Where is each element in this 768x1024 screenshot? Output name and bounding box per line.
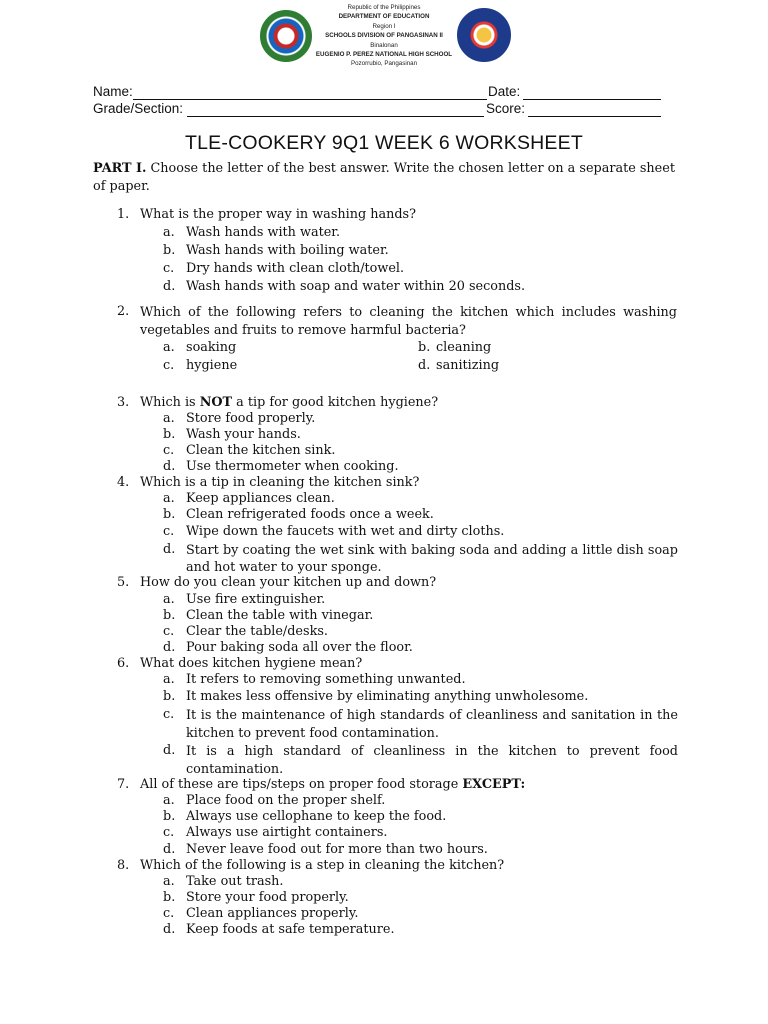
option-text: Use fire extinguisher. [186, 592, 326, 607]
option-letter: a. [163, 225, 175, 240]
question-stem: Which of the following is a step in cleaning the kitchen? [140, 858, 505, 873]
option-letter: d. [163, 743, 176, 758]
option-letter: a. [163, 491, 175, 506]
option-text: Wipe down the faucets with wet and dirty cloths. [186, 524, 505, 539]
option-letter: c. [163, 707, 175, 722]
option-letter: a. [163, 672, 175, 687]
option-text: Keep appliances clean. [186, 491, 335, 506]
option-letter: b. [163, 608, 176, 623]
header-line-division: SCHOOLS DIVISION OF PANGASINAN II [325, 32, 443, 40]
name-label: Name: [93, 84, 133, 99]
option-text: It makes less offensive by eliminating anything unwholesome. [186, 689, 589, 704]
option-text: Clean refrigerated foods once a week. [186, 507, 434, 522]
option-text: Store food properly. [186, 411, 316, 426]
option-letter: d. [163, 459, 176, 474]
question-number: 6. [117, 656, 130, 671]
grade-section-field[interactable] [187, 102, 484, 117]
option-text: Wash hands with soap and water within 20 seconds. [186, 279, 526, 294]
question-stem: Which is a tip in cleaning the kitchen sink? [140, 475, 420, 490]
option-letter: c. [163, 524, 175, 539]
question-stem: How do you clean your kitchen up and down? [140, 575, 437, 590]
option-letter: c. [163, 358, 175, 373]
option-letter: d. [418, 358, 431, 373]
stem-text: a tip for good kitchen hygiene? [232, 395, 439, 410]
header-line-town: Binalonan [370, 41, 398, 49]
option-letter: b. [163, 689, 176, 704]
stem-text: All of these are tips/steps on proper food storage [140, 777, 463, 792]
option-letter: b. [163, 427, 176, 442]
option-text: Never leave food out for more than two hours. [186, 842, 488, 857]
option-text: Wash hands with boiling water. [186, 243, 389, 258]
part-instructions [93, 160, 678, 196]
question-number: 3. [117, 395, 130, 410]
option-letter: c. [163, 624, 175, 639]
question-stem [140, 395, 680, 411]
option-letter: d. [163, 922, 176, 937]
option-letter: b. [418, 340, 431, 355]
option-letter: d. [163, 279, 176, 294]
option-text: Dry hands with clean cloth/towel. [186, 261, 405, 276]
question-stem [140, 777, 680, 793]
division-seal-logo [457, 8, 511, 62]
option-letter: c. [163, 825, 175, 840]
question-number: 5. [117, 575, 130, 590]
option-text: Clean the kitchen sink. [186, 443, 336, 458]
option-text: Always use airtight containers. [186, 825, 388, 840]
option-letter: a. [163, 793, 175, 808]
option-text: Store your food properly. [186, 890, 349, 905]
worksheet-title: TLE-COOKERY 9Q1 WEEK 6 WORKSHEET [185, 132, 583, 154]
grade-section-label: Grade/Section: [93, 101, 184, 116]
option-text: Pour baking soda all over the floor. [186, 640, 413, 655]
header-line-deped: DEPARTMENT OF EDUCATION [338, 13, 430, 21]
header-line-republic: Republic of the Philippines [347, 4, 421, 11]
option-text: It is the maintenance of high standards of cleanliness and sanitation in the kitchen to prevent food contamination. [186, 708, 678, 741]
option-text: Take out trash. [186, 874, 284, 889]
option-text: Clean the table with vinegar. [186, 608, 374, 623]
question-number: 8. [117, 858, 130, 873]
option-letter: a. [163, 592, 175, 607]
option-text: Start by coating the wet sink with baking soda and adding a little dish soap and hot water to your sponge. [186, 543, 678, 575]
option-letter: b. [163, 890, 176, 905]
question-number: 4. [117, 475, 130, 490]
date-field[interactable] [523, 85, 661, 100]
option-letter: a. [163, 874, 175, 889]
stem-emphasis: NOT [199, 395, 233, 410]
name-field[interactable] [133, 85, 487, 100]
score-field[interactable] [528, 102, 661, 117]
school-seal-logo [260, 10, 312, 62]
option-text: hygiene [186, 358, 238, 373]
part-label: PART I. [93, 161, 147, 176]
option-text: soaking [186, 340, 237, 355]
score-label: Score: [486, 101, 526, 116]
date-label: Date: [488, 84, 521, 99]
question-number: 1. [117, 207, 130, 222]
stem-text: Which is [140, 395, 200, 410]
option-text: Keep foods at safe temperature. [186, 922, 395, 937]
question-number: 2. [117, 304, 130, 319]
option-letter: d. [163, 640, 176, 655]
option-text: Clear the table/desks. [186, 624, 328, 639]
option-letter: c. [163, 443, 175, 458]
option-letter: c. [163, 906, 175, 921]
option-text: Clean appliances properly. [186, 906, 359, 921]
option-letter: a. [163, 411, 175, 426]
header-line-address: Pozorrubio, Pangasinan [350, 60, 418, 68]
option-text: It is a high standard of cleanliness in the kitchen to prevent food contamination. [186, 744, 678, 777]
option-text: sanitizing [436, 358, 500, 373]
option-text: Wash hands with water. [186, 225, 341, 240]
header-line-school: EUGENIO P. PEREZ NATIONAL HIGH SCHOOL [315, 51, 453, 59]
option-letter: b. [163, 507, 176, 522]
school-header [310, 3, 458, 69]
option-letter: b. [163, 243, 176, 258]
question-stem: What is the proper way in washing hands? [140, 207, 416, 222]
option-letter: d. [163, 842, 176, 857]
option-text: It refers to removing something unwanted. [186, 672, 466, 687]
option-text: Wash your hands. [186, 427, 301, 442]
part-instruction-text: Choose the letter of the best answer. Write the chosen letter on a separate sheet of paper. [93, 161, 675, 194]
header-line-region: Region I [372, 22, 396, 30]
question-number: 7. [117, 777, 130, 792]
option-text: Place food on the proper shelf. [186, 793, 386, 808]
question-stem: What does kitchen hygiene mean? [140, 656, 363, 671]
option-text: Always use cellophane to keep the food. [186, 809, 447, 824]
option-letter: a. [163, 340, 175, 355]
option-letter: b. [163, 809, 176, 824]
option-letter: d. [163, 542, 176, 557]
option-text: cleaning [436, 340, 492, 355]
question-stem: Which of the following refers to cleaning the kitchen which includes washing vegetables and fruits to remove harmful bacteria? [140, 305, 677, 338]
option-letter: c. [163, 261, 175, 276]
option-text: Use thermometer when cooking. [186, 459, 399, 474]
stem-emphasis: EXCEPT: [462, 777, 526, 792]
